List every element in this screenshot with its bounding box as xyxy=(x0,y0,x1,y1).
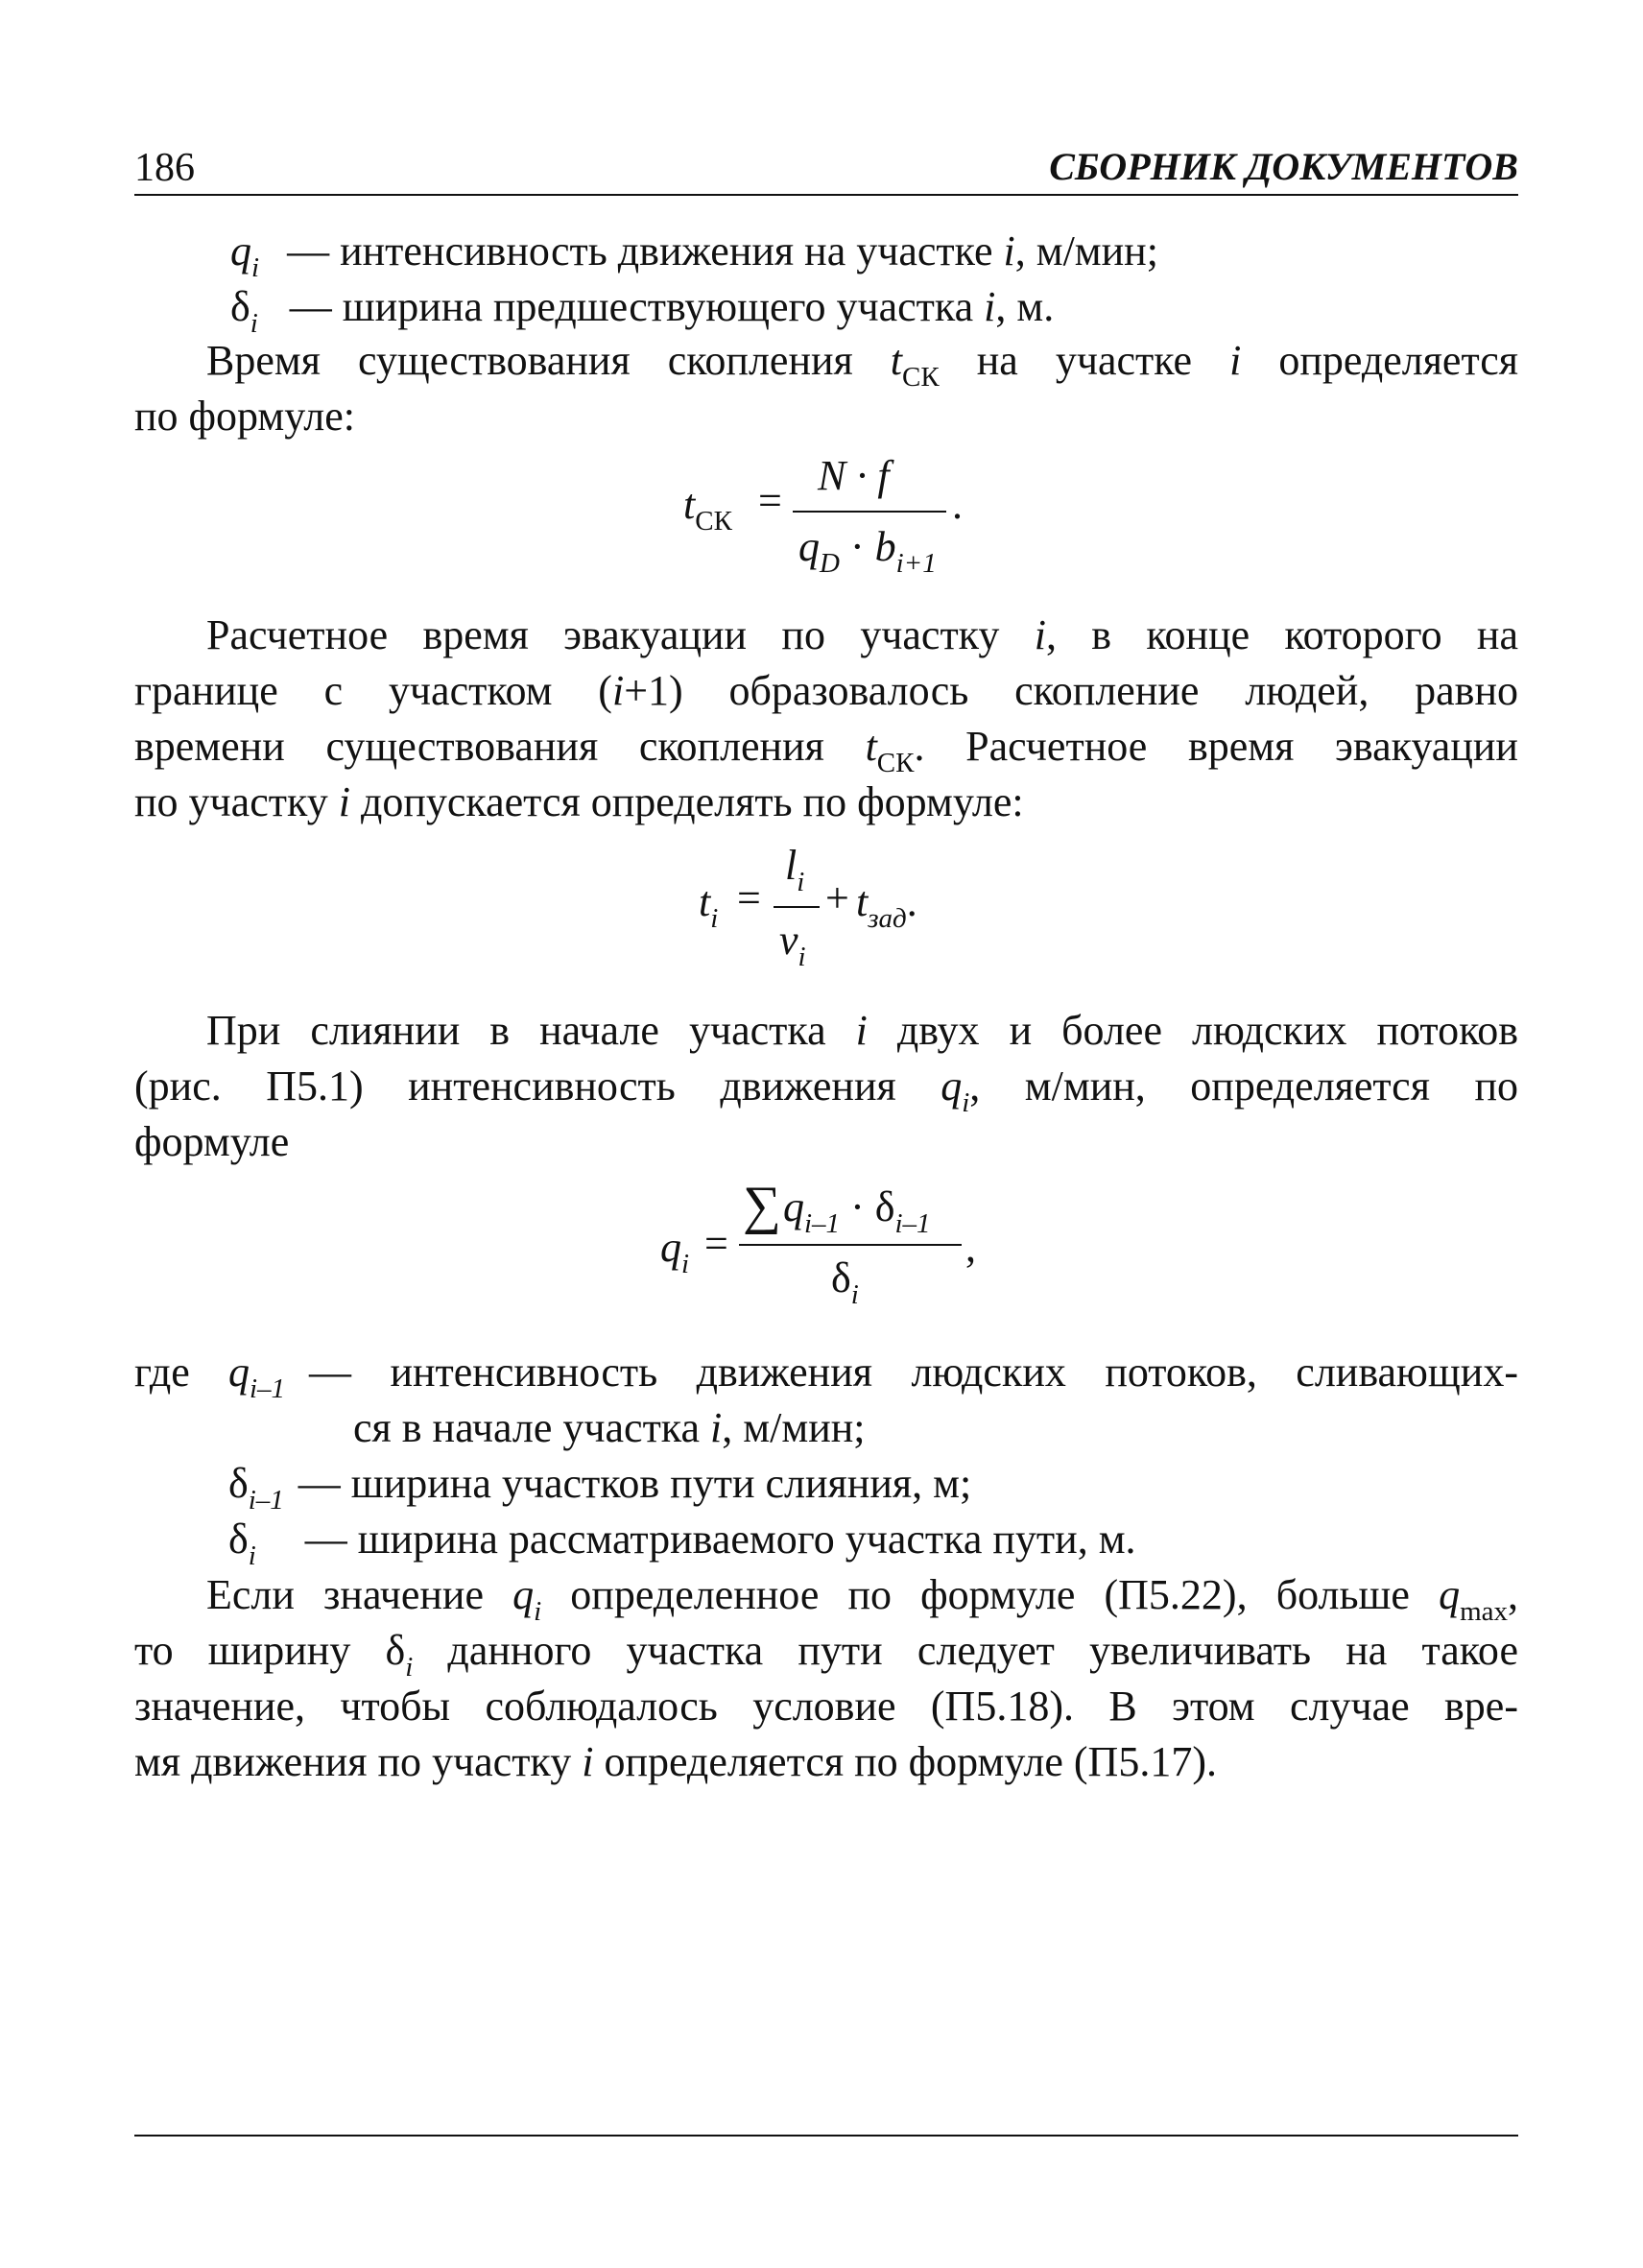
formula-521-denominator: $v_i$ xyxy=(779,917,806,972)
para4-line1: Если значение $q_i$ определенное по формуле (П5.22), больше $q_{max}$, xyxy=(206,1571,1518,1627)
para4-line4: мя движения по участку i определяется по формуле (П5.17). xyxy=(134,1738,1217,1785)
footer-rule xyxy=(134,2135,1518,2137)
para3-line3: формуле xyxy=(134,1118,290,1165)
where-q-line1: — интенсивность движения людских потоков, сливающих- xyxy=(309,1349,1518,1396)
formula-520-end: . xyxy=(952,481,963,528)
para2-line3: времени существования скопления $t_{СК}$. Расчетное время эвакуации xyxy=(134,723,1518,778)
para2-line2: границе с участком (i+1) образовалось скопление людей, равно xyxy=(134,667,1518,714)
formula-521-eq: = xyxy=(737,874,761,921)
para1-line2: по формуле: xyxy=(134,393,356,440)
para2-line1: Расчетное время эвакуации по участку i, в конце которого на xyxy=(206,611,1518,658)
where-word: где xyxy=(134,1349,190,1396)
where-delta-i: $\delta_i$ — ширина рассматриваемого участка пути, м. xyxy=(228,1516,1136,1571)
formula-521-delay-term: $t_{зад}$. xyxy=(856,878,917,934)
formula-522-fraction-bar xyxy=(739,1244,962,1246)
para1-line1: Время существования скопления $t_{СК}$ на участке i определяется xyxy=(206,337,1518,393)
para2-line4: по участку i допускается определять по формуле: xyxy=(134,778,1024,825)
formula-520-numerator: N · f xyxy=(818,452,890,499)
where-q-symbol: $q_{i-1}$ xyxy=(228,1349,286,1404)
para3-line1: При слиянии в начале участка i двух и более людских потоков xyxy=(206,1007,1518,1054)
formula-522-denominator: $\delta_i$ xyxy=(831,1254,859,1310)
where-q-line2: ся в начале участка i, м/мин; xyxy=(353,1404,866,1451)
formula-520-eq: = xyxy=(758,477,782,524)
formula-521-lhs: $t_i$ xyxy=(699,878,719,934)
header-rule xyxy=(134,194,1518,196)
formula-521-plus: + xyxy=(825,874,849,921)
formula-521-fraction-bar xyxy=(774,906,820,908)
page-number: 186 xyxy=(134,146,195,190)
definition-delta-i: $\delta_i$ — ширина предшествующего участка i, м. xyxy=(230,283,1055,339)
formula-520-lhs: $t_{СК}$ xyxy=(683,481,732,537)
where-delta-i-minus-1: $\delta_{i-1}$ — ширина участков пути слияния, м; xyxy=(228,1460,972,1516)
para4-line3: значение, чтобы соблюдалось условие (П5.18). В этом случае вре- xyxy=(134,1683,1518,1730)
formula-522-numerator: $q_{i-1} \cdot \delta_{i-1}$ xyxy=(783,1183,931,1239)
formula-522-eq: = xyxy=(704,1220,728,1267)
formula-522-sum-sign: ∑ xyxy=(743,1176,781,1235)
running-title: СБОРНИК ДОКУМЕНТОВ xyxy=(1049,145,1518,188)
formula-521-numerator: $l_i$ xyxy=(785,842,805,897)
formula-522-end: , xyxy=(965,1224,976,1271)
formula-522-lhs: $q_i$ xyxy=(660,1224,690,1279)
formula-520-denominator: $q_D \cdot b_{i+1}$ xyxy=(798,523,937,579)
definition-q-i: $q_i$ — интенсивность движения на участке i, м/мин; xyxy=(230,227,1158,283)
para4-line2: то ширину $\delta_i$ данного участка пути следует увеличивать на такое xyxy=(134,1627,1518,1683)
para3-line2: (рис. П5.1) интенсивность движения $q_i$, м/мин, определяется по xyxy=(134,1062,1518,1118)
formula-520-fraction-bar xyxy=(793,511,946,513)
